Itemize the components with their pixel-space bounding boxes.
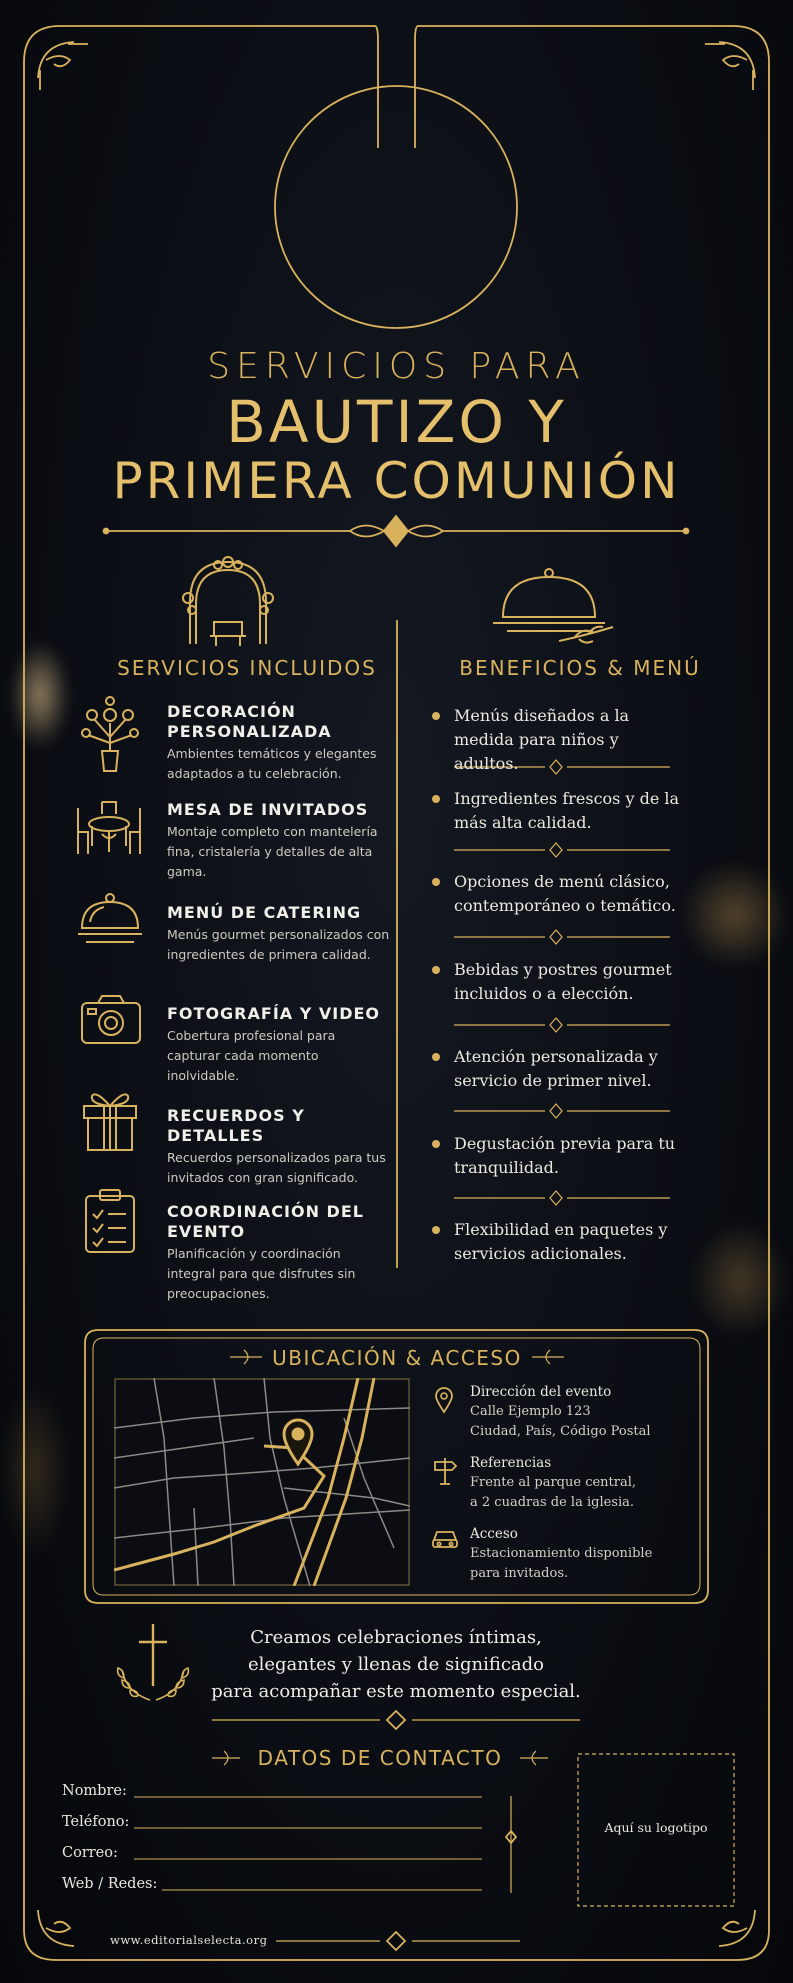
checklist-icon: [84, 1188, 136, 1254]
service-desc: Recuerdos personalizados para tus invitados con gran significado.: [167, 1150, 386, 1185]
references-title: Referencias: [470, 1455, 552, 1471]
dining-table-icon: [74, 798, 144, 860]
bullet-dot: [432, 878, 440, 886]
email-field[interactable]: [134, 1841, 482, 1859]
gift-icon: [82, 1088, 138, 1152]
bullet-dot: [432, 1226, 440, 1234]
address-line-1: Calle Ejemplo 123: [470, 1404, 591, 1419]
access-line-1: Estacionamiento disponible: [470, 1546, 653, 1561]
signpost-icon: [432, 1456, 458, 1486]
service-item-photo-video: [167, 1004, 392, 1086]
service-item-coordination: [167, 1202, 372, 1304]
service-title: DECORACIÓN PERSONALIZADA: [167, 702, 332, 741]
address-block: [470, 1382, 690, 1442]
benefit-item: Flexibilidad en paquetes y servicios adicionales.: [454, 1220, 668, 1263]
benefit-item: Opciones de menú clásico, contemporáneo o temático.: [454, 872, 676, 915]
quote-line-2: elegantes y llenas de significado: [247, 1654, 545, 1675]
benefit-item: Menús diseñados a la medida para niños y adultos.: [454, 706, 630, 773]
name-label: Nombre:: [62, 1783, 127, 1799]
service-item-souvenirs: [167, 1106, 392, 1188]
title-line-1: SERVICIOS PARA: [207, 346, 586, 387]
bullet-dot: [432, 712, 440, 720]
references-line-1: Frente al parque central,: [470, 1475, 637, 1490]
camera-icon: [80, 993, 142, 1045]
contact-heading: DATOS DE CONTACTO: [257, 1746, 503, 1770]
service-title: MENÚ DE CATERING: [167, 903, 362, 922]
location-pin-icon: [434, 1386, 454, 1414]
bullet-dot: [432, 795, 440, 803]
title-line-2: BAUTIZO Y: [226, 388, 567, 456]
service-desc: Planificación y coordinación integral para que disfrutes sin preocupaciones.: [167, 1246, 356, 1301]
service-title: COORDINACIÓN DEL EVENTO: [167, 1202, 364, 1241]
title-line-3: PRIMERA COMUNIÓN: [112, 452, 681, 510]
access-block: [470, 1524, 690, 1584]
cloche-icon: [76, 890, 144, 950]
address-title: Dirección del evento: [470, 1384, 612, 1400]
references-line-2: a 2 cuadras de la iglesia.: [470, 1495, 635, 1510]
service-title: FOTOGRAFÍA Y VIDEO: [167, 1004, 381, 1023]
web-label: Web / Redes:: [62, 1876, 158, 1892]
web-field[interactable]: [162, 1872, 482, 1890]
services-heading: SERVICIOS INCLUIDOS: [117, 656, 377, 680]
service-item-decoration: [167, 702, 392, 784]
phone-label: Teléfono:: [62, 1814, 130, 1830]
cross-wreath-icon: [112, 1620, 194, 1706]
service-desc: Ambientes temáticos y elegantes adaptados a tu celebración.: [167, 746, 377, 781]
quote-line-3: para acompañar este momento especial.: [211, 1681, 581, 1702]
benefit-item: Ingredientes frescos y de la más alta calidad.: [454, 789, 680, 832]
benefit-item: Bebidas y postres gourmet incluidos o a elección.: [454, 960, 672, 1003]
access-title: Acceso: [470, 1526, 518, 1542]
bullet-dot: [432, 1140, 440, 1148]
map-illustration: [114, 1378, 410, 1586]
quote-block: [200, 1624, 592, 1705]
car-icon: [431, 1528, 459, 1550]
service-desc: Cobertura profesional para capturar cada momento inolvidable.: [167, 1028, 336, 1083]
footer-website[interactable]: www.editorialselecta.org: [110, 1933, 268, 1947]
service-item-catering: [167, 903, 392, 965]
access-line-2: para invitados.: [470, 1566, 569, 1581]
location-heading: UBICACIÓN & ACCESO: [272, 1346, 522, 1370]
benefit-item: Atención personalizada y servicio de primer nivel.: [454, 1047, 658, 1090]
flower-vase-icon: [80, 693, 140, 775]
logo-placeholder: Aquí su logotipo: [604, 1820, 708, 1835]
address-line-2: Ciudad, País, Código Postal: [470, 1424, 651, 1439]
service-desc: Montaje completo con mantelería fina, cristalería y detalles de alta gama.: [167, 824, 378, 879]
email-label: Correo:: [62, 1845, 118, 1861]
service-desc: Menús gourmet personalizados con ingredientes de primera calidad.: [167, 927, 390, 962]
service-title: RECUERDOS Y DETALLES: [167, 1106, 305, 1145]
phone-field[interactable]: [134, 1810, 482, 1828]
floral-arch-icon: [170, 552, 286, 652]
name-field[interactable]: [134, 1779, 482, 1797]
benefit-item: Degustación previa para tu tranquilidad.: [454, 1134, 676, 1177]
benefits-heading: BENEFICIOS & MENÚ: [459, 656, 701, 680]
service-title: MESA DE INVITADOS: [167, 800, 369, 819]
references-block: [470, 1453, 690, 1513]
cloche-header-icon: [489, 561, 625, 651]
service-item-guest-table: [167, 800, 392, 882]
bullet-dot: [432, 1053, 440, 1061]
bullet-dot: [432, 966, 440, 974]
quote-line-1: Creamos celebraciones íntimas,: [250, 1627, 542, 1648]
